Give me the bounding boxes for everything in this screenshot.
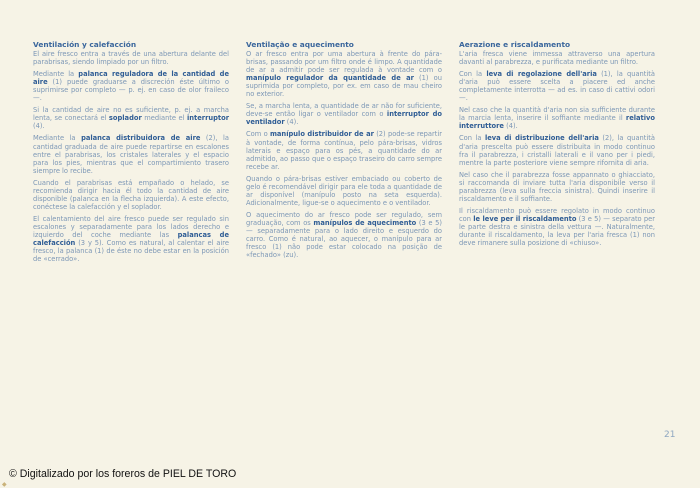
- text-run: (2), la quantità d'aria prescelta può essere distribuita in modo continuo fra il parabrezza, i cristalli laterali e il vano per i piedi, mentre la parte posteriore viene sempre rifornita di aria.: [459, 134, 655, 167]
- text-run: Cuando el parabrisas está empañado o helado, se recomienda dirigir hacia él todo la cantidad de aire disponible (palanca en la flecha izquierda). A este efecto, conéctese la calefacción y el soplador.: [33, 178, 229, 211]
- bold-term: soplador: [108, 114, 142, 123]
- text-run: Quando o pára-brisas estiver embaciado ou coberto de gelo é recomendável dirigir para ele toda a quantidade de ar disponível (manípulo posto na seta esquerda). Adicionalmente, ligue-se o aquecimento e o ventilador.: [246, 174, 442, 207]
- bold-term: palanca distribuidora de aire: [81, 134, 201, 143]
- bold-term: interruptor: [186, 114, 230, 123]
- column-heading: Ventilação e aquecimento: [246, 40, 354, 49]
- column-body: [459, 50, 655, 247]
- paragraph: [246, 130, 442, 170]
- bold-term: palanca reguladora de la cantidad de aire: [33, 70, 229, 87]
- column-portuguese: [246, 41, 442, 263]
- text-run: Si la cantidad de aire no es suficiente, p. ej. a marcha lenta, se conectará el: [33, 106, 229, 123]
- paragraph: [33, 215, 229, 263]
- text-run: Com o: [246, 130, 270, 139]
- paragraph: [33, 70, 229, 102]
- column-heading: Ventilación y calefacción: [33, 40, 137, 49]
- paragraph: [33, 134, 229, 174]
- text-run: O ar fresco entra por uma abertura à frente do pára-brisas, passando por um filtro onde é limpo. A quantidade de ar a admitir pode ser regulada à vontade com o: [246, 50, 442, 75]
- text-run: El calentamiento del aire fresco puede ser regulado sin escalones y separadamente para los lados derecho e izquierdo del coche mediante las: [33, 214, 229, 239]
- bold-term: palancas de calefacción: [33, 230, 229, 248]
- text-run: Il riscaldamento può essere regolato in modo continuo con: [459, 206, 655, 223]
- text-run: (2), la cantidad graduada de aire puede repartirse en escalones entre el parabrisas, los cristales laterales y el espacio para los pies, mientras que el compartimiento trasero siempre lo recibe.: [33, 134, 229, 175]
- text-run: (4).: [284, 118, 299, 127]
- text-run: (1), la quantità d'aria può essere scelta a piacere ed anche completamente interrotta — ad es. in caso di cattivi odori —.: [459, 70, 655, 103]
- text-run: (1) puede graduarse a discreción éste último o suprimirse por completo — p. ej. en caso de olor fraileco —.: [33, 78, 229, 103]
- footer-credit: © Digitalizado por los foreros de PIEL DE TORO: [9, 468, 237, 480]
- text-run: Nel caso che il parabrezza fosse appannato o ghiacciato, si raccomanda di inviare tutta l'aria disponibile verso il parabrezza (leva sulla freccia sinistra). Quindi inserire il riscaldamento e il soffiante.: [459, 170, 655, 203]
- bold-term: le leve per il riscaldamento: [473, 214, 577, 223]
- text-run: Con la: [459, 70, 487, 79]
- paragraph: [459, 171, 655, 203]
- paragraph: [459, 70, 655, 102]
- corner-mark-icon: ◆: [2, 481, 7, 488]
- text-run: El aire fresco entra a través de una abertura delante del parabrisas, siendo limpiado por un filtro.: [33, 50, 229, 67]
- bold-term: relativo interruttore: [459, 114, 655, 131]
- column-body: [246, 50, 442, 259]
- text-run: (3 y 5). Como es natural, al calentar el aire fresco, la palanca (1) de éste no debe estar en la posición de «cerrado».: [33, 239, 229, 264]
- text-run: Mediante la: [33, 70, 79, 79]
- column-body: [33, 50, 229, 263]
- text-run: Nel caso che la quantità d'aria non sia sufficiente durante la marcia lenta, inserire il soffiante mediante il: [459, 106, 655, 123]
- paragraph: [459, 207, 655, 247]
- page-number: 21: [664, 430, 676, 440]
- paragraph: [246, 211, 442, 259]
- bold-term: manípulo distribuidor de ar: [269, 130, 374, 139]
- text-run: L'aria fresca viene immessa attraverso una apertura davanti al parabrezza, e purificata mediante un filtro.: [459, 50, 655, 67]
- column-spanish: [33, 41, 229, 267]
- text-run: O aquecimento do ar fresco pode ser regulado, sem graduação, com os: [246, 210, 442, 227]
- text-run: (2) pode-se repartir à vontade, de forma contínua, pelo pára-brisas, vidros laterais e espaço para os pés, a quantidade do ar admitido, ao passo que o espaço traseiro do carro sempre recebe ar.: [246, 130, 442, 171]
- paragraph: [459, 50, 655, 66]
- text-run: (3 e 5) — separadamente para o lado direito e esquerdo do carro. Como é natural, ao aquecer, o manípulo para ar fresco (1) não pode estar colocado na posição de «fechado» (zu).: [246, 218, 442, 260]
- bold-term: interruptor do ventilador: [246, 110, 442, 127]
- bold-term: leva di distribuzione dell'aria: [484, 134, 599, 143]
- paragraph: [246, 175, 442, 207]
- bold-term: manípulo regulador da quantidade de ar: [246, 74, 414, 83]
- bold-term: manípulos de aquecimento: [313, 218, 417, 227]
- column-italian: [459, 41, 655, 251]
- paragraph: [246, 102, 442, 126]
- text-run: (1) ou suprimida por completo, por ex. em caso de mau cheiro no exterior.: [246, 74, 443, 99]
- text-run: Mediante la: [33, 134, 82, 143]
- text-run: (4).: [503, 122, 518, 131]
- paragraph: [33, 50, 229, 66]
- text-run: (4).: [33, 122, 45, 131]
- text-run: (3 e 5) — separato per le parte destra e sinistra della vettura —. Naturalmente, durante il riscaldamento, la leva per l'aria fresca (1) non deve rimanere sulla posizione di «chiuso».: [459, 214, 655, 248]
- bold-term: leva di regolazione dell'aria: [486, 70, 597, 79]
- text-run: mediante el: [141, 114, 187, 123]
- paragraph: [33, 106, 229, 130]
- paragraph: [33, 179, 229, 211]
- column-heading: Aerazione e riscaldamento: [459, 40, 571, 49]
- text-run: Con la: [459, 134, 485, 143]
- paragraph: [459, 106, 655, 130]
- paragraph: [246, 50, 442, 98]
- paragraph: [459, 134, 655, 166]
- text-run: Se, a marcha lenta, a quantidade de ar não for suficiente, deve-se então ligar o ventilador com o: [246, 102, 442, 119]
